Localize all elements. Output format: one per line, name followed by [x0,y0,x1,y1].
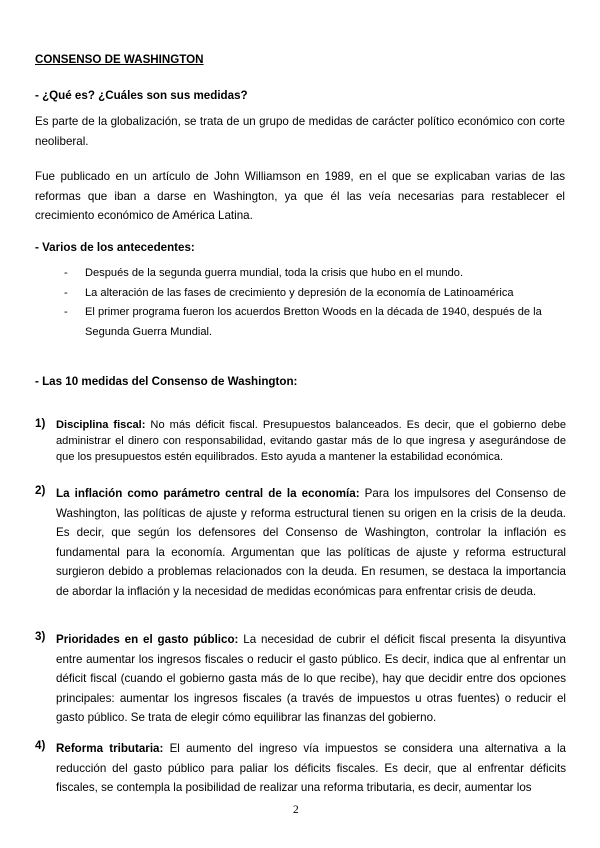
dash-bullet: - [64,286,68,299]
medida-text [56,417,566,465]
list-item [64,284,566,304]
medida-text [56,484,566,601]
list-item-text: El primer programa fueron los acuerdos Bretton Woods en la década de 1940, después de la Segunda Guerra Mundial. [85,306,542,338]
medida-lead: La inflación como parámetro central de la economía: [56,487,360,500]
list-item-text: Después de la segunda guerra mundial, toda la crisis que hubo en el mundo. [85,267,464,279]
medida-text [56,739,566,798]
medida-body: El aumento del ingreso vía impuestos se considera una alternativa a la reducción del gasto público para paliar los déficits fiscales. Es decir, que al enfrentar déficits fiscales, se contempla la posibilidad de realizar una reforma tributaria, es decir, aumentar los [56,742,566,794]
section-heading-antecedentes: - Varios de los antecedentes: [35,241,195,254]
list-item [64,303,566,342]
page-number: 2 [293,804,299,816]
medida-number: 2) [35,484,46,497]
dash-bullet: - [64,306,68,318]
medida-lead: Prioridades en el gasto público: [56,633,239,646]
antecedentes-list [64,264,566,342]
section-heading-medidas: - Las 10 medidas del Consenso de Washington: [35,375,298,388]
list-item-text: La alteración de las fases de crecimiento y depresión de la economía de Latinoamérica [85,286,514,299]
medida-3 [35,630,566,728]
medida-text [56,630,566,728]
medida-body: Para los impulsores del Consenso de Washington, las políticas de ajuste y reforma estructural tienen su origen en la crisis de la deuda. Es decir, que según los defensores del Consenso de Washington, controlar la inflación es fundamental para la economía. Argumentan que las políticas de ajuste y reforma estructural surgieron debido a problemas relacionados con la deuda. En resumen, se destaca la importancia de abordar la inflación y la necesidad de medidas económicas para enfrentar crisis de deuda. [56,487,566,598]
medida-4 [35,739,566,798]
paragraph-publicacion: Fue publicado en un artículo de John Williamson en 1989, en el que se explicaban varias de las reformas que iban a darse en Washington, ya que él las veía necesarias para restablecer el crecimiento económico de América Latina. [35,170,565,222]
dash-bullet: - [64,267,68,279]
medida-body: La necesidad de cubrir el déficit fiscal presenta la disyuntiva entre aumentar los ingresos fiscales o reducir el gasto público. Es decir, indica que al enfrentar un déficit fiscal (cuando el gobierno gasta más de lo que recibe), hay que decidir entre dos opciones principales: aumentar los ingresos fiscales (a través de impuestos u otras fuentes) o reducir el gasto público. Se trata de elegir cómo equilibrar las finanzas del gobierno. [56,633,566,724]
section-heading-que-es: - ¿Qué es? ¿Cuáles son sus medidas? [35,89,248,102]
medida-body: No más déficit fiscal. Presupuestos balanceados. Es decir, que el gobierno debe administrar el dinero con responsabilidad, evitando gastar más de lo que ingresa y asegurándose de que los presupuestos estén equilibrados. Esto ayuda a mantener la estabilidad económica. [56,419,566,463]
paragraph-definicion: Es parte de la globalización, se trata de un grupo de medidas de carácter político económico con corte neoliberal. [35,115,565,148]
medida-lead: Disciplina fiscal: [56,419,146,431]
medida-1 [35,417,566,465]
medida-number: 4) [35,739,46,752]
document-title: CONSENSO DE WASHINGTON [35,53,204,66]
medida-2 [35,484,566,601]
list-item [64,264,566,284]
medida-number: 3) [35,630,46,643]
medida-lead: Reforma tributaria: [56,742,164,755]
medida-number: 1) [35,417,46,430]
